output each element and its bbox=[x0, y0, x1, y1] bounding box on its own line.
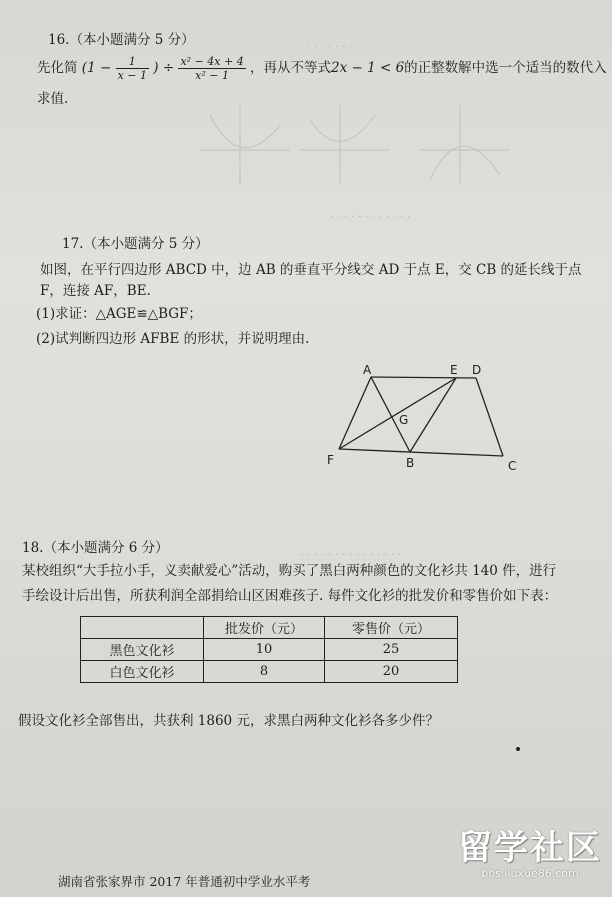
q16-text1: ，再从不等式 bbox=[249, 60, 331, 76]
q17-line2: F，连接 AF，BE. bbox=[40, 283, 151, 299]
q18-line1: 某校组织“大手拉小手，义卖献爱心”活动，购买了黑白两种颜色的文化衫共 140 件，进行 bbox=[22, 563, 557, 579]
watermark-logo: 留学社区 bbox=[458, 828, 602, 868]
watermark bbox=[458, 820, 602, 880]
bleed-through-text-3: · · · · · · · · · · · · · · · bbox=[300, 548, 402, 561]
table-cell: 黑色文化衫 bbox=[81, 639, 204, 661]
table-cell: 白色文化衫 bbox=[81, 661, 204, 683]
q16-frac2-denominator: x² − 1 bbox=[195, 69, 229, 82]
table-row bbox=[81, 639, 458, 661]
q17-line1: 如图，在平行四边形 ABCD 中，边 AB 的垂直平分线交 AD 于点 E，交 CB 的延长线于点 bbox=[40, 262, 582, 278]
q17-part1: (1)求证：△AGE≌△BGF； bbox=[36, 306, 202, 322]
q16-text2: 的正整数解中选一个适当的数代入 bbox=[404, 60, 607, 76]
segment-BE bbox=[410, 378, 456, 452]
q18-question: 假设文化衫全部售出，共获利 1860 元，求黑白两种文化衫各多少件？ bbox=[18, 713, 439, 729]
table-cell: 20 bbox=[325, 661, 458, 683]
table-row bbox=[81, 661, 458, 683]
q16-inequality: 2x − 1 < 6 bbox=[330, 60, 405, 76]
segment-AD bbox=[371, 377, 476, 378]
q16-fraction-1 bbox=[116, 56, 149, 81]
table-header-cell: 批发价（元） bbox=[204, 617, 325, 639]
q16-fraction-2 bbox=[178, 56, 245, 81]
q18-header: 18.（本小题满分 6 分） bbox=[22, 540, 169, 556]
watermark-url: bbs.liuxue86.com bbox=[481, 867, 579, 880]
q17-figure bbox=[320, 360, 530, 480]
q16-frac1-denominator: x − 1 bbox=[117, 69, 147, 82]
q17-header: 17.（本小题满分 5 分） bbox=[62, 236, 209, 252]
ink-dot bbox=[516, 747, 520, 751]
q16-frac2-numerator: x² − 4x + 4 bbox=[180, 55, 244, 68]
q16-expr-open: (1 − bbox=[81, 60, 112, 76]
label-G: G bbox=[399, 413, 409, 427]
table-cell: 10 bbox=[204, 639, 325, 661]
q18-line2: 手绘设计后出售，所获利润全部捐给山区困难孩子. 每件文化衫的批发价和零售价如下表： bbox=[22, 588, 558, 604]
label-C: C bbox=[508, 459, 517, 473]
segment-FE bbox=[339, 378, 456, 449]
q16-line2: 求值. bbox=[37, 91, 69, 107]
label-B: B bbox=[406, 456, 415, 470]
q16-prefix: 先化简 bbox=[37, 60, 78, 76]
table-header-row bbox=[81, 617, 458, 639]
bleed-through-graphs bbox=[180, 95, 560, 195]
label-F: F bbox=[327, 453, 334, 467]
table-header-cell: 零售价（元） bbox=[325, 617, 458, 639]
segment-AF bbox=[339, 377, 371, 449]
label-A: A bbox=[363, 363, 372, 377]
bleed-through-text: · · · · · · · · · bbox=[300, 40, 360, 53]
label-D: D bbox=[472, 363, 482, 377]
q16-frac1-numerator: 1 bbox=[116, 56, 149, 69]
bleed-through-text-2: · · · · · · · · · · · · bbox=[330, 210, 411, 223]
q16-header: 16.（本小题满分 5 分） bbox=[48, 32, 195, 48]
table-cell: 8 bbox=[204, 661, 325, 683]
segment-DC bbox=[476, 378, 503, 456]
page-footer: 湖南省张家界市 2017 年普通初中学业水平考 bbox=[58, 874, 311, 889]
q17-part2: (2)试判断四边形 AFBE 的形状，并说明理由. bbox=[36, 331, 310, 347]
q16-expr-mid: ) ÷ bbox=[153, 60, 175, 76]
table-header-cell bbox=[81, 617, 204, 639]
q16-line1 bbox=[37, 56, 607, 81]
label-E: E bbox=[450, 363, 458, 377]
table-cell: 25 bbox=[325, 639, 458, 661]
price-table bbox=[80, 616, 458, 683]
segment-FC bbox=[339, 449, 503, 456]
